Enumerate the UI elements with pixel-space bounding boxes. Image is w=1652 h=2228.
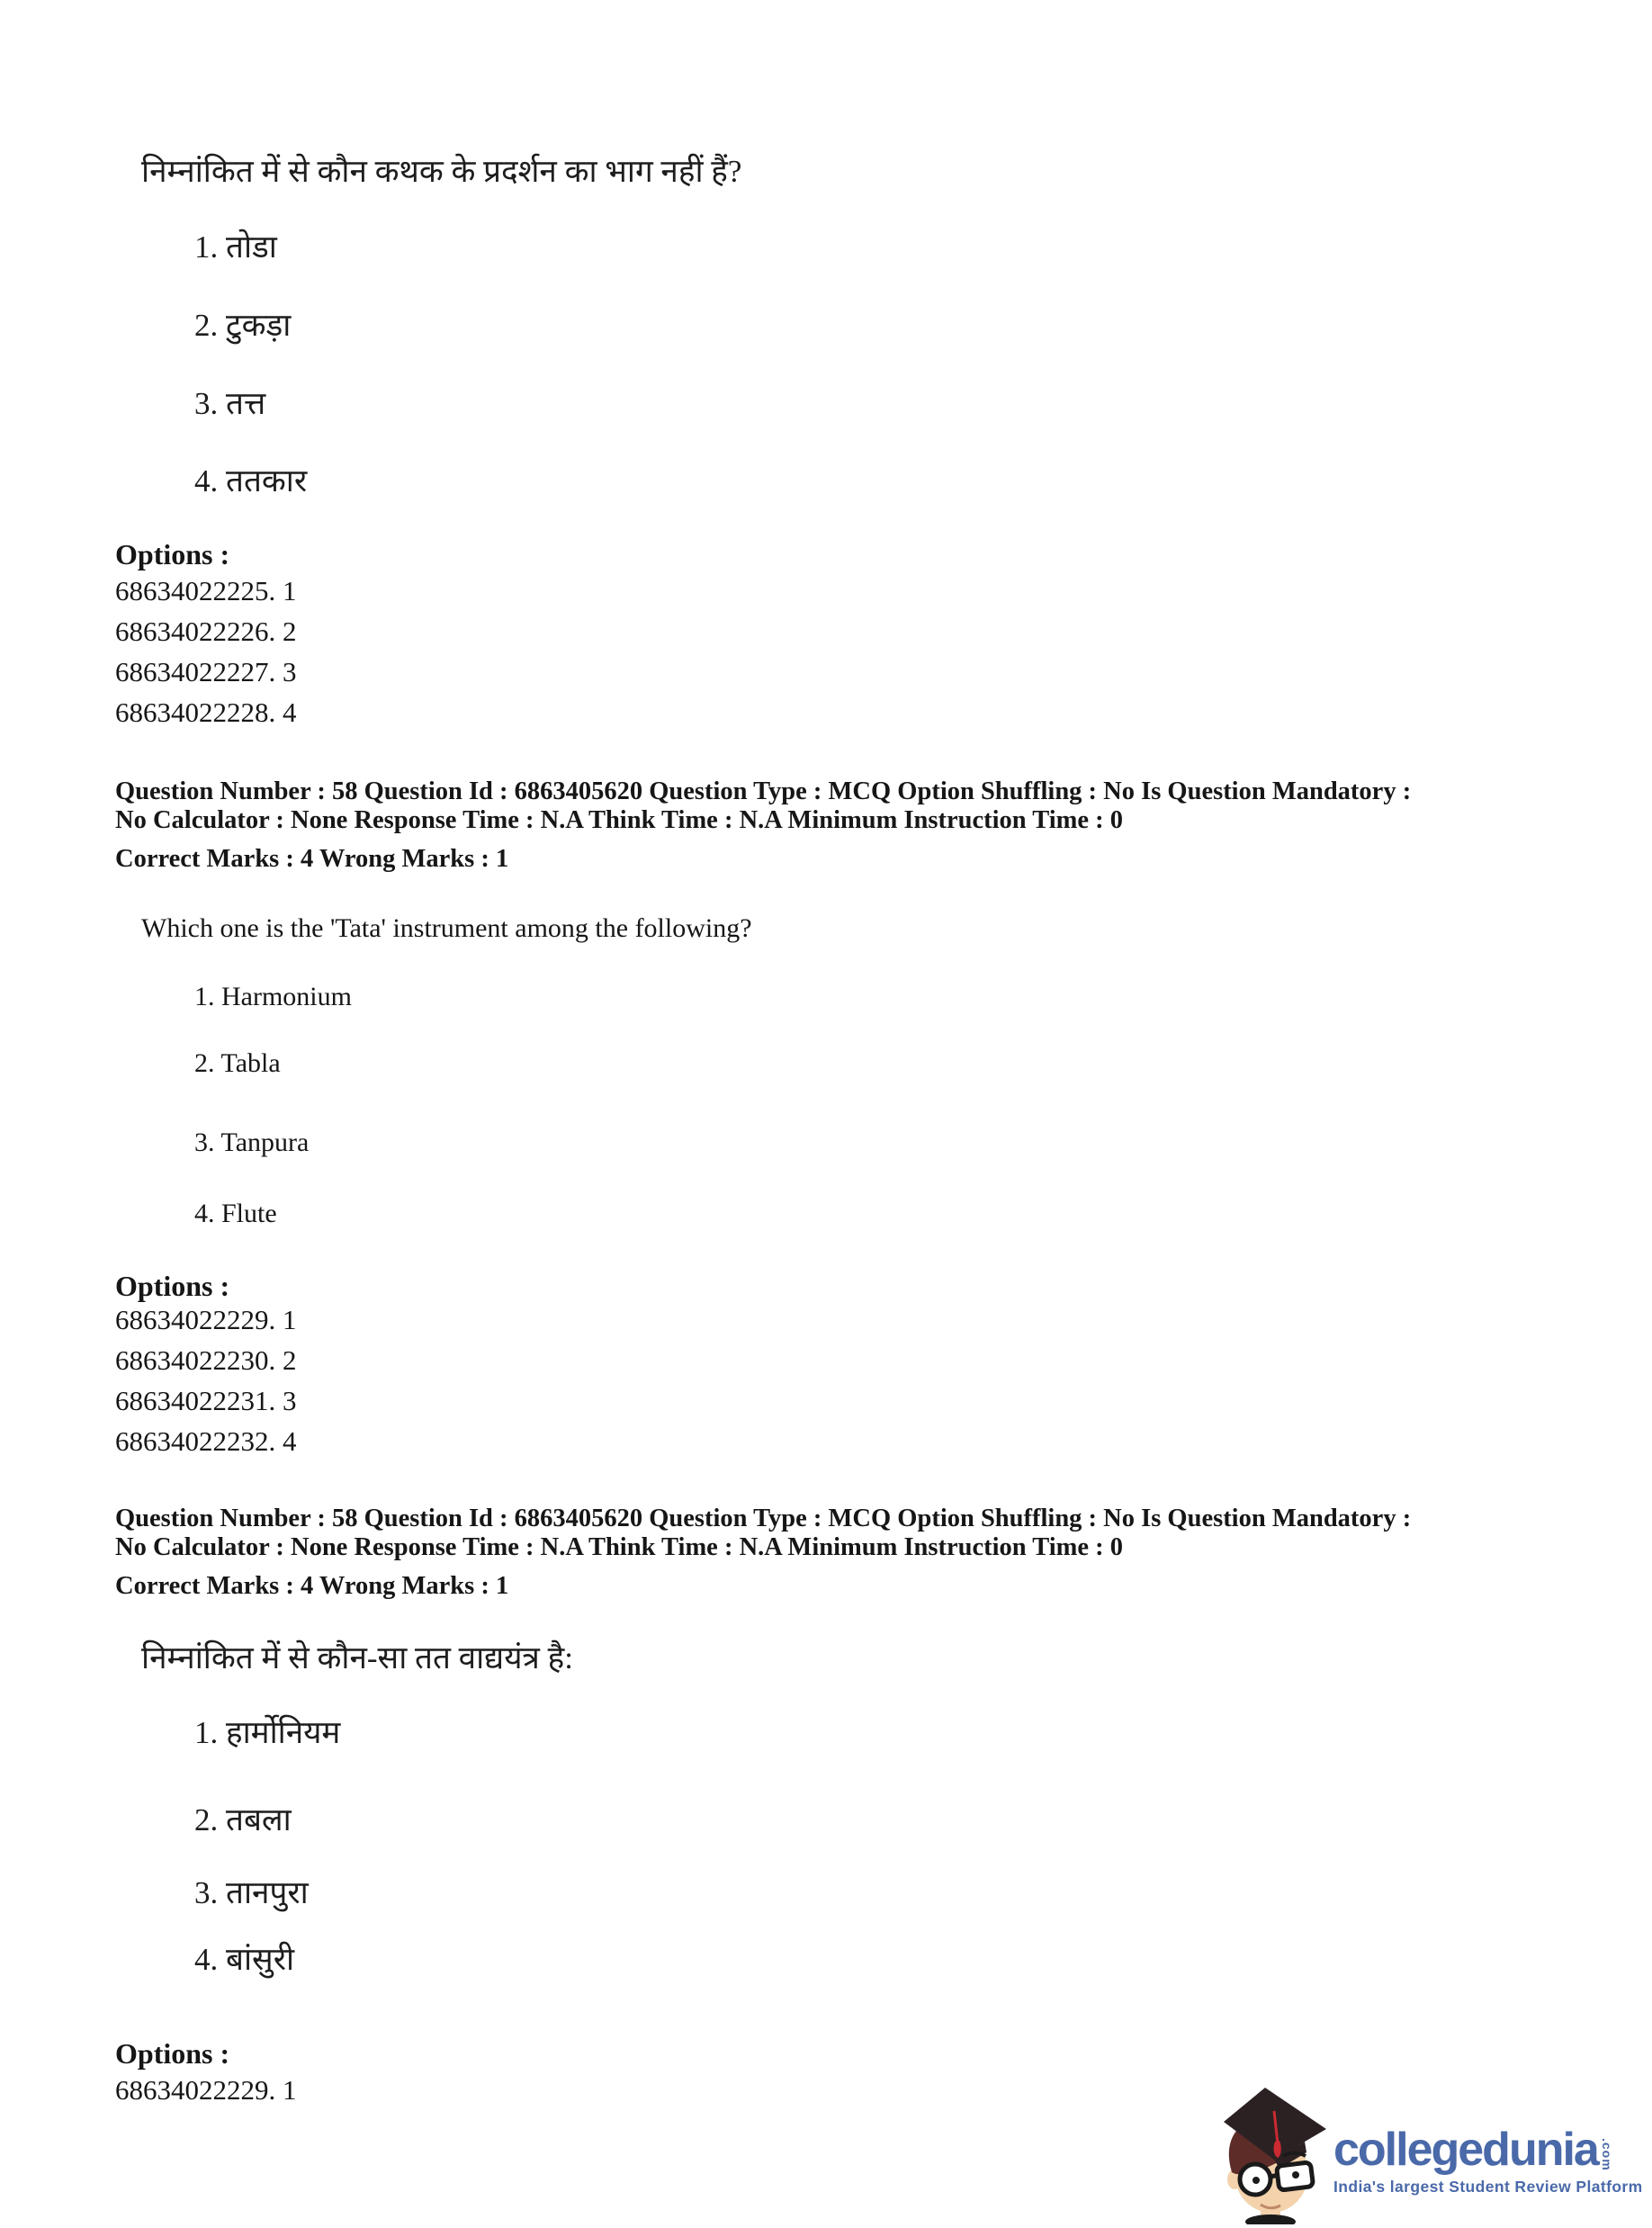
question3-options-label: Options :	[115, 2037, 230, 2070]
question1-option-1: 1. तोडा	[194, 229, 277, 265]
question2-options-label: Options :	[115, 1270, 230, 1302]
option-id: 68634022231. 3	[115, 1385, 297, 1416]
question1-option-2: 2. टुकड़ा	[194, 308, 292, 343]
question-metadata-block-1	[115, 777, 1591, 874]
question3-option-id-list-clipped	[115, 2070, 297, 2104]
metadata-line-3: Correct Marks : 4 Wrong Marks : 1	[115, 1572, 509, 1600]
question1-option-4: 4. ततकार	[194, 463, 308, 499]
question-text-hindi-3: निम्नांकित में से कौन-सा तत वाद्ययंत्र है:	[141, 1640, 573, 1675]
metadata-line-1: Question Number : 58 Question Id : 6863405620 Question Type : MCQ Option Shuffling : No Is Question Mandatory :	[115, 1505, 1412, 1532]
metadata-line-3: Correct Marks : 4 Wrong Marks : 1	[115, 845, 509, 873]
collegedunia-logo	[1218, 2084, 1645, 2228]
question3-option-4: 4. बांसुरी	[194, 1942, 295, 1977]
logo-tld: .com	[1599, 2138, 1614, 2171]
question2-option-id-list	[115, 1299, 297, 1461]
option-id: 68634022227. 3	[115, 656, 297, 687]
question1-option-3: 3. तत्त	[194, 386, 266, 421]
question2-option-1: 1. Harmonium	[194, 982, 352, 1011]
metadata-line-1: Question Number : 58 Question Id : 6863405620 Question Type : MCQ Option Shuffling : No Is Question Mandatory :	[115, 777, 1412, 805]
logo-tagline: India's largest Student Review Platform	[1333, 2178, 1643, 2196]
logo-brand-name: collegedunia	[1333, 2124, 1598, 2176]
question3-option-3: 3. तानपुरा	[194, 1875, 309, 1910]
question3-option-2: 2. तबला	[194, 1802, 292, 1837]
option-id: 68634022229. 1	[115, 2074, 297, 2104]
option-id: 68634022225. 1	[115, 575, 297, 606]
question2-option-2: 2. Tabla	[194, 1048, 281, 1078]
question-text-hindi-1: निम्नांकित में से कौन कथक के प्रदर्शन का भाग नहीं हैं?	[141, 154, 742, 189]
option-id: 68634022228. 4	[115, 696, 297, 728]
question2-option-4: 4. Flute	[194, 1199, 277, 1228]
option-id: 68634022229. 1	[115, 1304, 297, 1335]
question3-option-1: 1. हार्मोनियम	[194, 1715, 341, 1750]
question1-option-id-list	[115, 570, 297, 732]
metadata-line-2: No Calculator : None Response Time : N.A Think Time : N.A Minimum Instruction Time : 0	[115, 1532, 1124, 1561]
metadata-line-2: No Calculator : None Response Time : N.A Think Time : N.A Minimum Instruction Time : 0	[115, 805, 1124, 834]
question-metadata-block-2	[115, 1505, 1591, 1601]
option-id: 68634022230. 2	[115, 1344, 297, 1376]
collegedunia-mascot-icon	[1218, 2084, 1330, 2224]
question1-options-label: Options :	[115, 538, 230, 570]
option-id: 68634022226. 2	[115, 615, 297, 647]
question2-option-3: 3. Tanpura	[194, 1127, 310, 1157]
logo-text-block	[1333, 2125, 1643, 2197]
question-text-english-2: Which one is the 'Tata' instrument among the following?	[141, 913, 752, 943]
option-id: 68634022232. 4	[115, 1425, 297, 1457]
